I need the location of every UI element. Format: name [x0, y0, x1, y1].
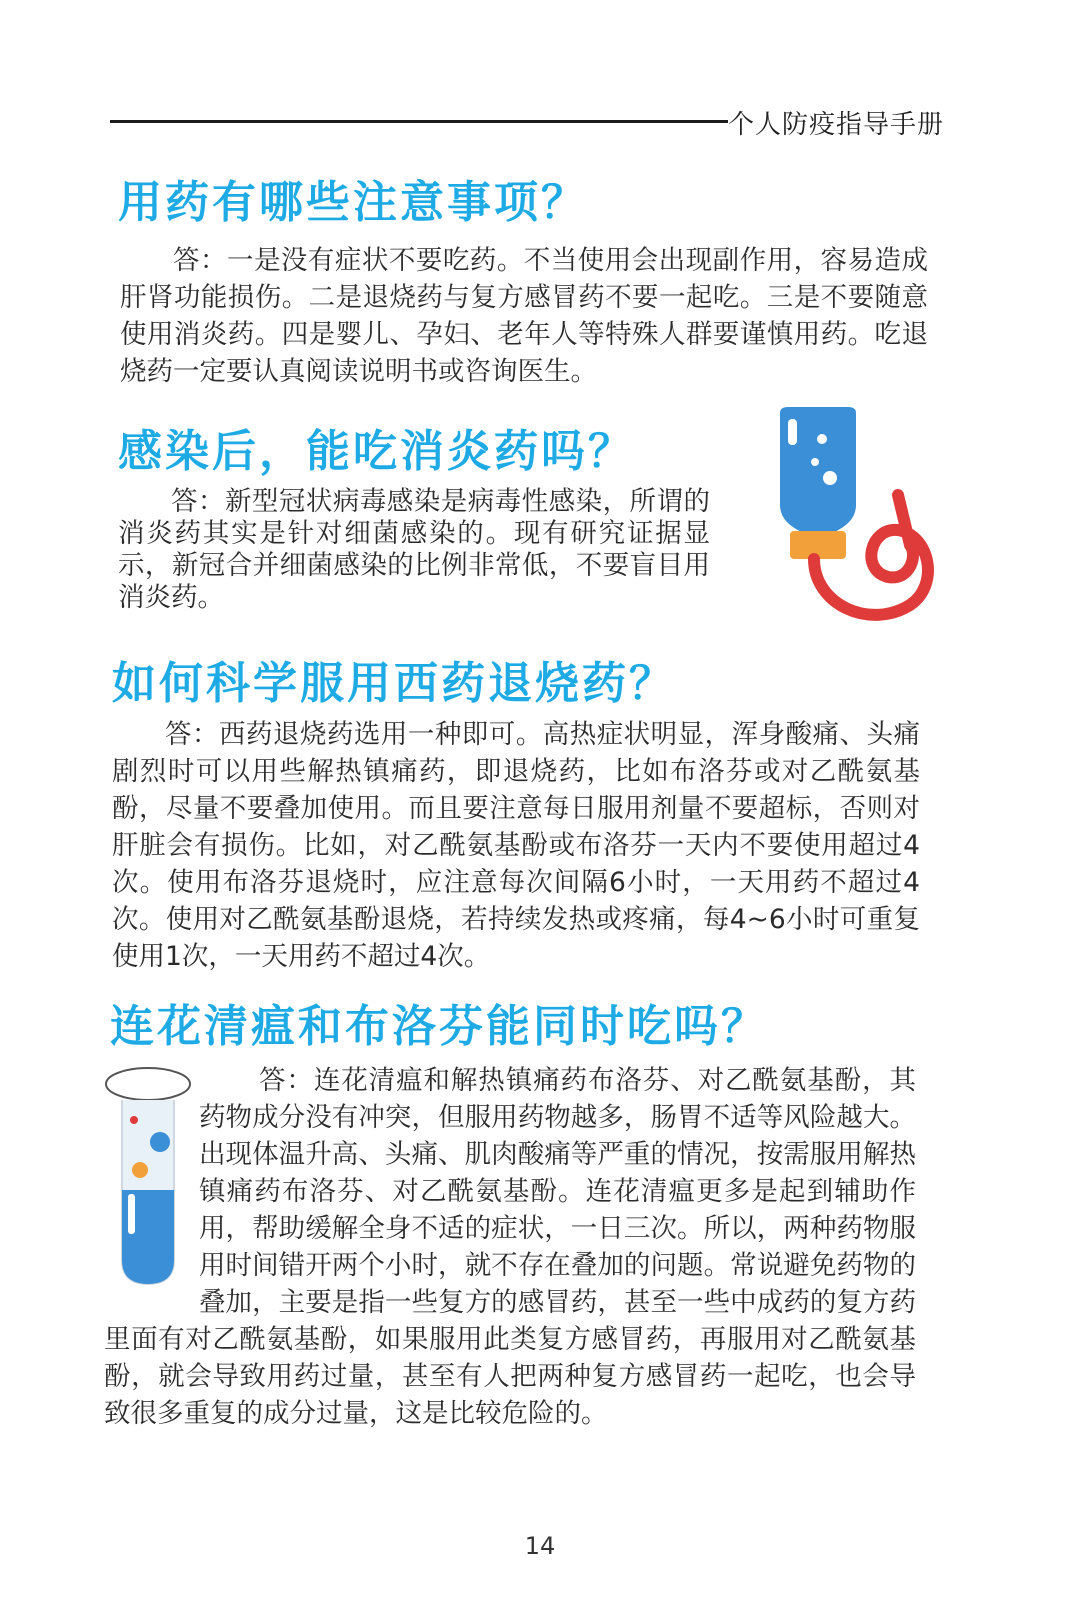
section-2-body: 答：新型冠状病毒感染是病毒性感染，所谓的消炎药其实是针对细菌感染的。现有研究证据显示，新冠合并细菌感染的比例非常低，不要盲目用消炎药。: [118, 486, 710, 613]
test-tube-icon: [104, 1062, 199, 1307]
section-4-body-wrap: [104, 1062, 916, 1432]
section-3-body: 答：西药退烧药选用一种即可。高热症状明显，浑身酸痛、头痛剧烈时可以用些解热镇痛药，即退烧药，比如布洛芬或对乙酰氨基酚，尽量不要叠加使用。而且要注意每日服用剂量不要超标，否则对肝脏会有损伤。比如，对乙酰氨基酚或布洛芬一天内不要使用超过4次。使用布洛芬退烧时，应注意每次间隔6小时，一天用药不超过4次。使用对乙酰氨基酚退烧，若持续发热或疼痛，每4~6小时可重复使用1次，一天用药不超过4次。: [112, 719, 920, 972]
section-1-body: 答：一是没有症状不要吃药。不当使用会出现副作用，容易造成肝肾功能损伤。二是退烧药与复方感冒药不要一起吃。三是不要随意使用消炎药。四是婴儿、孕妇、老年人等特殊人群要谨慎用药。吃退烧药一定要认真阅读说明书或咨询医生。: [120, 245, 928, 387]
section-1-title: 用药有哪些注意事项？: [118, 177, 588, 228]
header-rule: [110, 120, 728, 123]
handbook-title: 个人防疫指导手册: [728, 110, 945, 140]
section-2-title: 感染后，能吃消炎药吗？: [118, 426, 635, 477]
page-number: 14: [524, 1532, 556, 1560]
iv-drip-bag-icon: [770, 405, 940, 630]
section-4-body: 答：连花清瘟和解热镇痛药布洛芬、对乙酰氨基酚，其药物成分没有冲突，但服用药物越多，肠胃不适等风险越大。出现体温升高、头痛、肌肉酸痛等严重的情况，按需服用解热镇痛药布洛芬、对乙酰氨基酚。连花清瘟更多是起到辅助作用，帮助缓解全身不适的症状，一日三次。所以，两种药物服用时间错开两个小时，就不存在叠加的问题。常说避免药物的叠加，主要是指一些复方的感冒药，甚至一些中成药的复方药里面有对乙酰氨基酚，如果服用此类复方感冒药，再服用对乙酰氨基酚，就会导致用药过量，甚至有人把两种复方感冒药一起吃，也会导致很多重复的成分过量，这是比较危险的。: [104, 1065, 916, 1429]
section-4-title: 连花清瘟和布洛芬能同时吃吗？: [110, 1001, 768, 1052]
section-3-title: 如何科学服用西药退烧药？: [112, 658, 676, 709]
